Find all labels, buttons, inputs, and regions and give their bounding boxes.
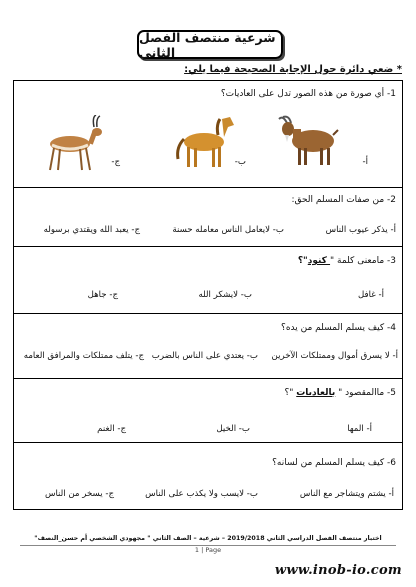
- keyword: كنود: [307, 256, 331, 266]
- option-b[interactable]: ب- لايسب ولا يكذب على الناس: [145, 489, 258, 499]
- question-6: [14, 442, 402, 509]
- option-c[interactable]: ج-: [111, 157, 120, 167]
- question-3-text: 3- مامعنى كلمة " كنود"؟: [297, 256, 396, 266]
- instruction-text: * ضعي دائرة حول الإجابة الصحيحة فيما يلي:: [184, 64, 402, 75]
- question-2-text: 2- من صفات المسلم الحق:: [291, 195, 396, 205]
- option-a[interactable]: أ- يشتم ويتشاجر مع الناس: [299, 489, 394, 499]
- gazelle-image[interactable]: [36, 115, 110, 175]
- question-4: [14, 313, 402, 379]
- question-5-text: 5- ماالمقصود " بالعاديات "؟: [284, 388, 396, 398]
- option-a[interactable]: أ- المها: [347, 424, 372, 434]
- option-b[interactable]: ب- لايعامل الناس معامله حسنة: [172, 225, 284, 235]
- page-title: شرعية منتصف الفصل الثاني: [137, 30, 283, 59]
- question-1-text: 1- أي صورة من هذه الصور تدل على العاديات؟: [220, 89, 396, 99]
- option-a[interactable]: أ- غافل: [358, 290, 384, 300]
- page-number: 1 | Page: [194, 546, 222, 554]
- option-c[interactable]: ج- يسخر من الناس: [44, 489, 114, 499]
- option-c[interactable]: ج- جاهل: [87, 290, 118, 300]
- horse-image[interactable]: [172, 115, 238, 173]
- question-5: [14, 378, 402, 443]
- option-b[interactable]: ب- الخيل: [216, 424, 250, 434]
- option-c[interactable]: ج- يعبد الله ويقتدي برسوله: [43, 225, 140, 235]
- option-b[interactable]: ب- لايشكر الله: [198, 290, 252, 300]
- question-3: [14, 246, 402, 314]
- option-b[interactable]: ب- يعتدي على الناس بالضرب: [151, 351, 258, 361]
- footer-text: اختبار منتصف الفصل الدراسي الثاني 2019/2018 – شرعية – الصف الثاني " مجهودي الشخصي أم حسن_النصف": [34, 535, 382, 542]
- option-b[interactable]: ب-: [234, 157, 246, 167]
- option-a[interactable]: أ- لا يسرق أموال وممتلكات الآخرين: [271, 351, 398, 361]
- option-a[interactable]: أ- يذكر عيوب الناس: [325, 225, 396, 235]
- option-a[interactable]: أ-: [362, 157, 368, 167]
- question-4-text: 4- كيف يسلم المسلم من يده؟: [281, 323, 396, 333]
- keyword: بالعاديات: [296, 388, 336, 398]
- option-c[interactable]: ج- الغنم: [97, 424, 126, 434]
- goat-image[interactable]: [277, 115, 341, 171]
- question-6-text: 6- كيف يسلم المسلم من لسانه؟: [272, 458, 396, 468]
- watermark: www.inob-io.com: [274, 563, 402, 578]
- question-1: [14, 81, 402, 188]
- option-c[interactable]: ج- يتلف ممتلكات والمرافق العامه: [23, 351, 144, 361]
- questions-table: [13, 80, 403, 510]
- question-2: [14, 187, 402, 247]
